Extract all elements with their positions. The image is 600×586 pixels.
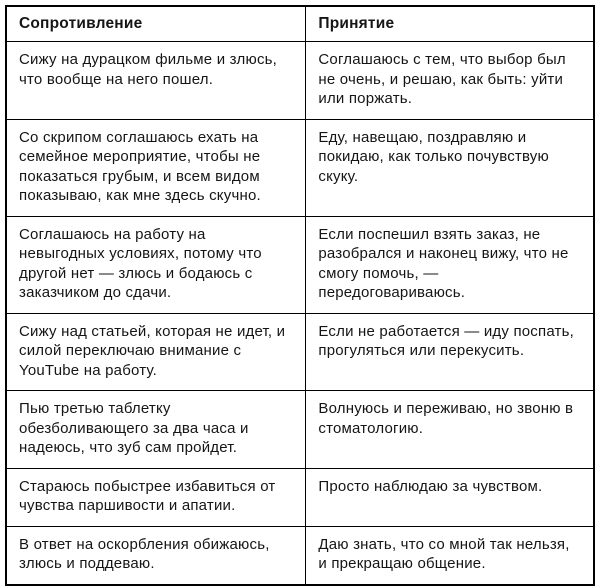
table-row: [6, 391, 594, 469]
resistance-cell: Соглашаюсь на работу на невыгодных условиях, потому что другой нет — злюсь и бодаюсь с заказчиком до сдачи.: [6, 216, 306, 313]
table-row: [6, 526, 594, 585]
resistance-cell: В ответ на оскорбления обижаюсь, злюсь и поддеваю.: [6, 526, 306, 585]
resistance-cell: Сижу на дурацком фильме и злюсь, что вообще на него пошел.: [6, 42, 306, 120]
resistance-cell: Сижу над статьей, которая не идет, и силой переключаю внимание с YouTube на работу.: [6, 313, 306, 391]
acceptance-cell: Даю знать, что со мной так нельзя, и прекращаю общение.: [306, 526, 594, 585]
table-row: [6, 468, 594, 526]
table-row: [6, 216, 594, 313]
table-row: [6, 313, 594, 391]
acceptance-cell: Соглашаюсь с тем, что выбор был не очень, и решаю, как быть: уйти или поржать.: [306, 42, 594, 120]
column-header-resistance: Сопротивление: [6, 6, 306, 42]
acceptance-cell: Если не работается — иду поспать, прогуляться или перекусить.: [306, 313, 594, 391]
column-header-acceptance: Принятие: [306, 6, 594, 42]
acceptance-cell: Если поспешил взять заказ, не разобрался и наконец вижу, что не смогу помочь, — передоговариваюсь.: [306, 216, 594, 313]
resistance-cell: Со скрипом соглашаюсь ехать на семейное мероприятие, чтобы не показаться грубым, и всем видом показываю, как мне здесь скучно.: [6, 119, 306, 216]
acceptance-cell: Еду, навещаю, поздравляю и покидаю, как только почувствую скуку.: [306, 119, 594, 216]
acceptance-cell: Волнуюсь и переживаю, но звоню в стоматологию.: [306, 391, 594, 469]
header-row: [6, 6, 594, 42]
resistance-cell: Пью третью таблетку обезболивающего за два часа и надеюсь, что зуб сам пройдет.: [6, 391, 306, 469]
table-row: [6, 42, 594, 120]
table-row: [6, 119, 594, 216]
resistance-cell: Стараюсь побыстрее избавиться от чувства паршивости и апатии.: [6, 468, 306, 526]
acceptance-cell: Просто наблюдаю за чувством.: [306, 468, 594, 526]
resistance-acceptance-table: [5, 5, 595, 586]
